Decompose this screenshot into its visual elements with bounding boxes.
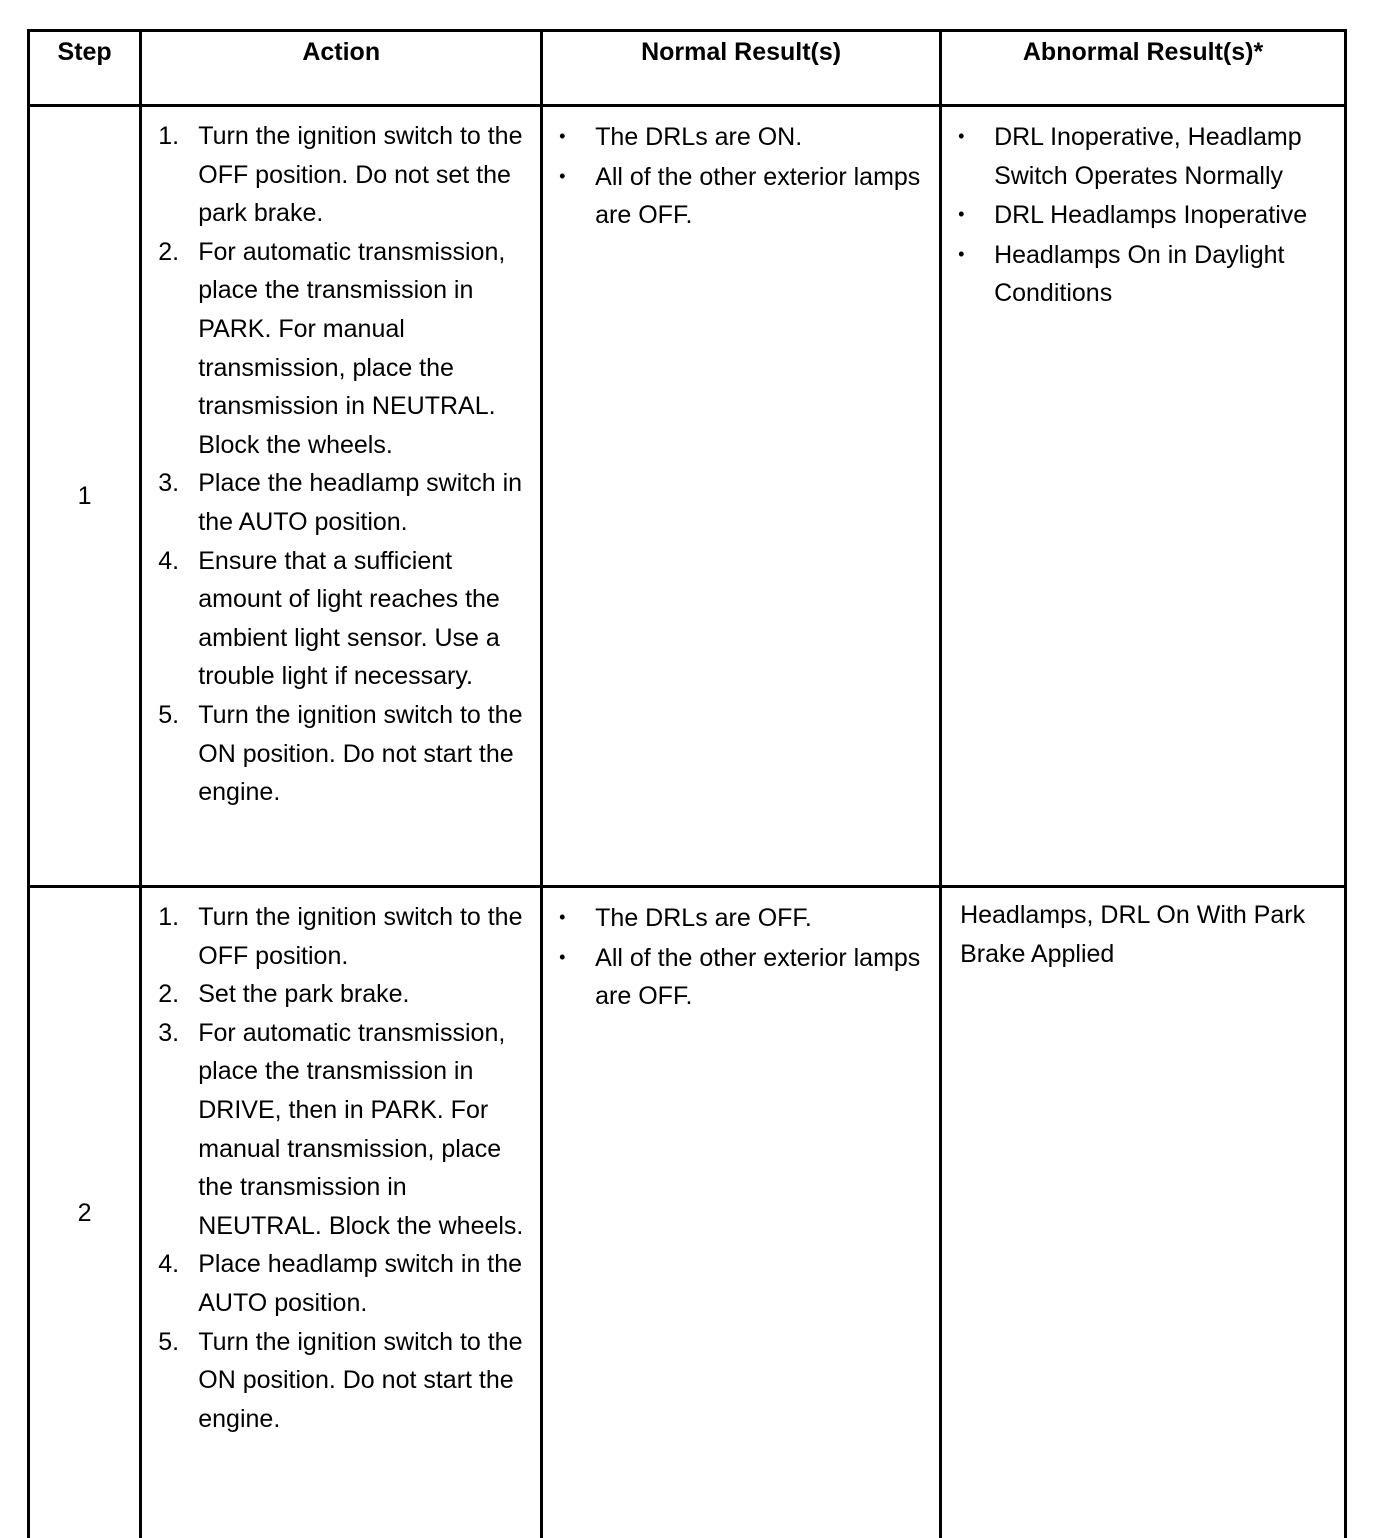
header-normal-results: Normal Result(s) <box>542 31 941 106</box>
table-header-row <box>29 31 1346 106</box>
action-list <box>142 888 540 1438</box>
step-number: 1 <box>29 106 141 887</box>
abnormal-results-list <box>942 107 1344 313</box>
list-item: • Headlamps On in Daylight Conditions <box>958 235 1338 313</box>
header-step: Step <box>29 31 141 106</box>
bullet-icon: • <box>958 117 994 156</box>
list-item: • All of the other exterior lamps are OFF. <box>559 157 933 235</box>
action-item: 2. Set the park brake. <box>158 975 534 1014</box>
action-item: 4. Ensure that a sufficient amount of light reaches the ambient light sensor. Use a trouble light if necessary. <box>158 542 534 696</box>
action-item: 3. For automatic transmission, place the transmission in DRIVE, then in PARK. For manual transmission, place the transmission in NEUTRAL. Block the wheels. <box>158 1014 534 1246</box>
table-row <box>29 887 1346 1538</box>
table-row <box>29 106 1346 887</box>
bullet-icon: • <box>958 235 994 274</box>
bullet-icon: • <box>559 157 595 196</box>
step-number: 2 <box>29 887 141 1538</box>
action-item: 5. Turn the ignition switch to the ON position. Do not start the engine. <box>158 696 534 812</box>
action-item: 2. For automatic transmission, place the transmission in PARK. For manual transmission, place the transmission in NEUTRAL. Block the wheels. <box>158 233 534 465</box>
bullet-icon: • <box>559 898 595 937</box>
normal-results-cell <box>542 106 941 887</box>
diagnostic-table <box>27 29 1347 1538</box>
action-item: 3. Place the headlamp switch in the AUTO position. <box>158 464 534 541</box>
action-item: 1. Turn the ignition switch to the OFF position. Do not set the park brake. <box>158 117 534 233</box>
list-item: • DRL Headlamps Inoperative <box>958 195 1338 235</box>
normal-results-list <box>543 888 939 1016</box>
abnormal-results-cell <box>941 887 1346 1538</box>
list-item: • The DRLs are OFF. <box>559 898 933 938</box>
action-cell <box>141 106 542 887</box>
normal-results-list <box>543 107 939 235</box>
list-item: • DRL Inoperative, Headlamp Switch Operates Normally <box>958 117 1338 195</box>
normal-results-cell <box>542 887 941 1538</box>
header-action: Action <box>141 31 542 106</box>
action-item: 5. Turn the ignition switch to the ON position. Do not start the engine. <box>158 1323 534 1439</box>
action-list <box>142 107 540 812</box>
abnormal-results-cell <box>941 106 1346 887</box>
action-item: 4. Place headlamp switch in the AUTO position. <box>158 1245 534 1322</box>
header-abnormal-results: Abnormal Result(s)* <box>941 31 1346 106</box>
action-cell <box>141 887 542 1538</box>
list-item: • The DRLs are ON. <box>559 117 933 157</box>
abnormal-result-text: Headlamps, DRL On With Park Brake Applied <box>942 888 1344 973</box>
bullet-icon: • <box>958 195 994 234</box>
bullet-icon: • <box>559 938 595 977</box>
bullet-icon: • <box>559 117 595 156</box>
list-item: • All of the other exterior lamps are OFF. <box>559 938 933 1016</box>
action-item: 1. Turn the ignition switch to the OFF position. <box>158 898 534 975</box>
